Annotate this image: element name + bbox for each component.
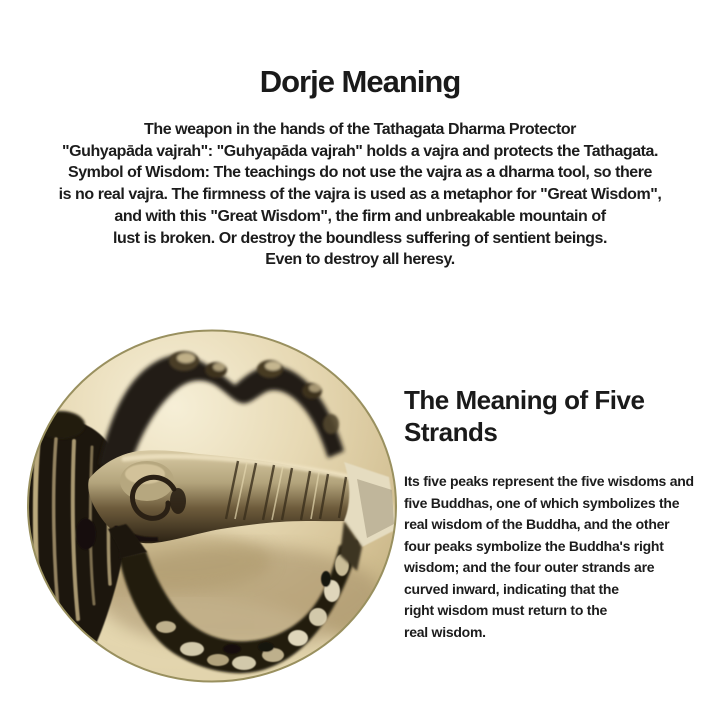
section-body-line: curved inward, indicating that the [404,580,619,597]
section-body-line: wisdom; and the four outer strands are [404,559,655,575]
intro-line: is no real vajra. The firmness of the vajra is used as a metaphor for "Great Wisdom", [58,186,662,204]
page-title: Dorje Meaning [259,64,461,99]
intro-paragraph [20,119,700,271]
section-body-line: real wisdom of the Buddha, and the other [404,516,670,532]
section-body-line: four peaks symbolize the Buddha's right [404,537,664,554]
section-heading-line: The Meaning of Five [404,385,645,415]
section-body-line: five Buddhas, one of which symbolizes the [404,494,680,511]
section-body-line: Its five peaks represent the five wisdoms and [404,473,694,489]
intro-line: Even to destroy all heresy. [265,251,455,269]
dorje-circle-photo [26,329,398,683]
intro-line: "Guhyapāda vajrah": "Guhyapāda vajrah" holds a vajra and protects the Tathagata. [61,142,658,160]
section-body-line: right wisdom must return to the [404,602,608,618]
section-body-paragraph [404,471,704,643]
intro-line: Symbol of Wisdom: The teachings do not use the vajra as a dharma tool, so there [68,164,652,182]
intro-line: lust is broken. Or destroy the boundless suffering of sentient beings. [113,229,607,247]
section-body-line: real wisdom. [404,623,486,640]
section-heading [404,384,694,448]
intro-line: The weapon in the hands of the Tathagata Dharma Protector [144,121,576,138]
intro-line: and with this "Great Wisdom", the firm and unbreakable mountain of [114,207,606,225]
section-heading-line: Strands [404,417,498,447]
dorje-photo-illustration [26,329,398,683]
